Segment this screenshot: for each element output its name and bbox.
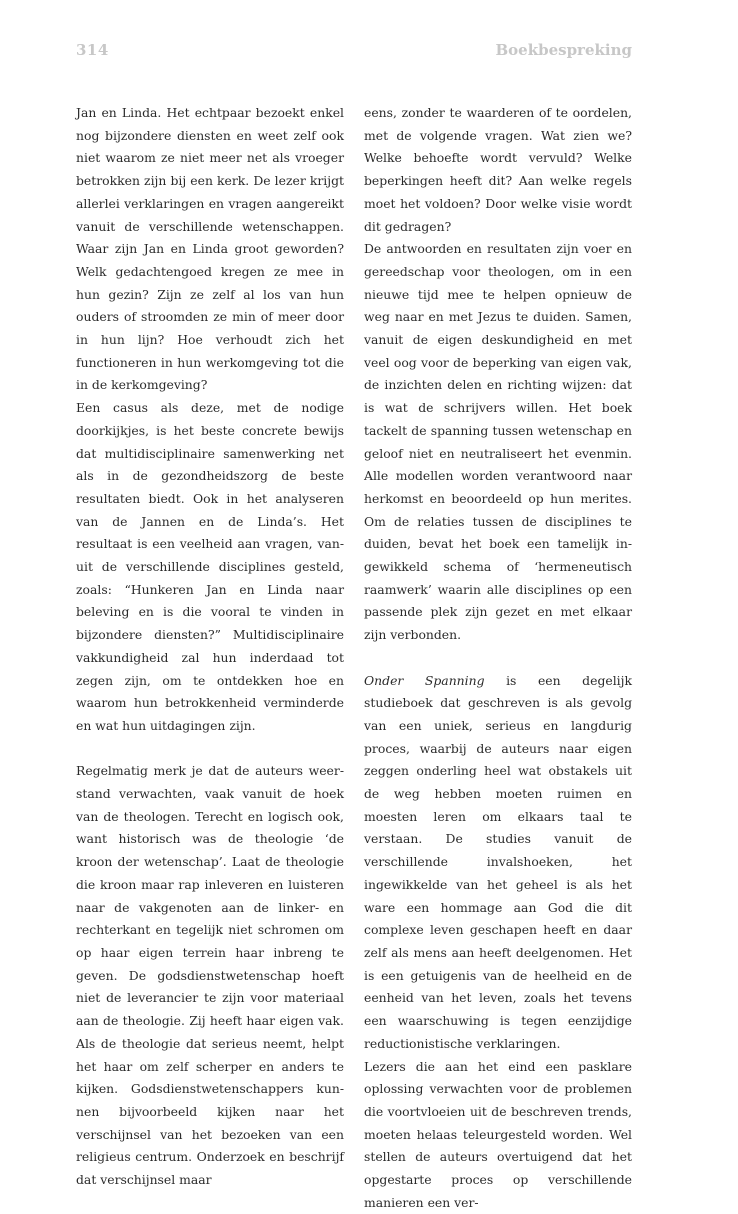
paragraph: De antwoorden en resultaten zijn voer en gereedschap voor theologen, om in een nieuwe tijd mee te helpen opnieuw de weg naar en met Jezus te duiden. Samen, vanuit de eigen deskundigheid en met veel oog voor de beperking van eigen vak, de inzichten delen en richting wijzen: dat is wat de schrijvers willen. Het boek tackelt de spanning tussen wetenschap en geloof niet en neutraliseert het evenmin. Alle modellen worden verantwoord naar herkomst en beoordeeld op hun merites. Om de relaties tussen de disciplines te duiden, bevat het boek een tamelijk ingewikkeld schema of ‘hermeneutisch raamwerk’ waarin alle disciplines op een passende plek zijn gezet en met elkaar zijn verbonden. [364,241,632,643]
paragraph: Jan en Linda. Het echtpaar bezoekt enkel nog bijzondere diensten en weet zelf ook niet waarom ze niet meer net als vroeger betrokken zijn bij een kerk. De lezer krijgt allerlei verklaringen en vragen aangereikt vanuit de verschillende wetenschappen. Waar zijn Jan en Linda groot geworden? Welk gedachtengoed kregen ze mee in hun gezin? Zijn ze zelf al los van hun ouders of stroomden ze min of meer door in hun lijn? Hoe verhoudt zich het functioneren in hun werkomgeving tot die in de kerkomgeving? [76,105,344,393]
left-column [76,102,344,1192]
paragraph [364,670,632,1056]
running-head: Boekbespreking [495,41,632,59]
paragraph: eens, zonder te waarderen of te oordelen, met de volgende vragen. Wat zien we? Welke behoefte wordt vervuld? Welke beperkingen heeft dit? Aan welke regels moet het voldoen? Door welke visie wordt dit gedragen? [364,105,632,234]
paragraph: Lezers die aan het eind een pasklare oplossing verwachten voor de problemen die voortvloeien uit de beschreven trends, moeten helaas teleurgesteld worden. Wel stellen de auteurs overtuigend dat het opgestarte proces op verschillende manieren een ver- [364,1058,632,1210]
book-title: Onder Spanning [364,672,485,688]
paragraph-text: is een degelijk studieboek dat geschreven is als gevolg van een uniek, serieus en langdurig proces, waarbij de auteurs naar eigen zeggen onderling heel wat obstakels uit de weg hebben moeten ruimen en moesten leren om elkaars taal te verstaan. De studies vanuit de verschillende invalshoeken, het ingewikkelde van het geheel is als het ware een hommage aan God die dit complexe leven geschapen heeft en daar zelf als mens aan heeft deelgenomen. Het is een getuigenis van de heelheid en de eenheid van het leven, zoals het tevens een waarschuwing is tegen eenzijdige reductionistische verklaringen. [364,672,632,1051]
page-number: 314 [76,41,109,59]
right-column [364,102,632,1214]
paragraph: Regelmatig merk je dat de auteurs weerstand verwachten, vaak vanuit de hoek van de theologen. Terecht en logisch ook, want historisch was de theologie ‘de kroon der wetenschap’. Laat de theologie die kroon maar rap inleveren en luisteren naar de vakgenoten aan de linker- en rechterkant en tegelijk niet schromen om op haar eigen terrein haar inbreng te geven. De godsdienstwetenschap hoeft niet de leverancier te zijn voor materiaal aan de theologie. Zij heeft haar eigen vak. Als de theologie dat serieus neemt, helpt het haar om zelf scherper en anders te kijken. Godsdienstwetenschappers kunnen bijvoorbeeld kijken naar het verschijnsel van het bezoeken van een religieus centrum. Onderzoek en beschrijf dat verschijnsel maar [76,763,344,1188]
paragraph: Een casus als deze, met de nodige doorkijkjes, is het beste concrete bewijs dat multidisciplinaire samenwerking net als in de gezondheidszorg de beste resultaten biedt. Ook in het analyseren van de Jannen en de Linda’s. Het resultaat is een veelheid aan vragen, vanuit de verschillende disciplines gesteld, zoals: “Hunkeren Jan en Linda naar beleving en is die vooral te vinden in bijzondere diensten?” Multidisciplinaire vakkundigheid zal hun inderdaad tot zegen zijn, om te ontdekken hoe en waarom hun betrokkenheid verminderde en wat hun uitdagingen zijn. [76,400,344,733]
